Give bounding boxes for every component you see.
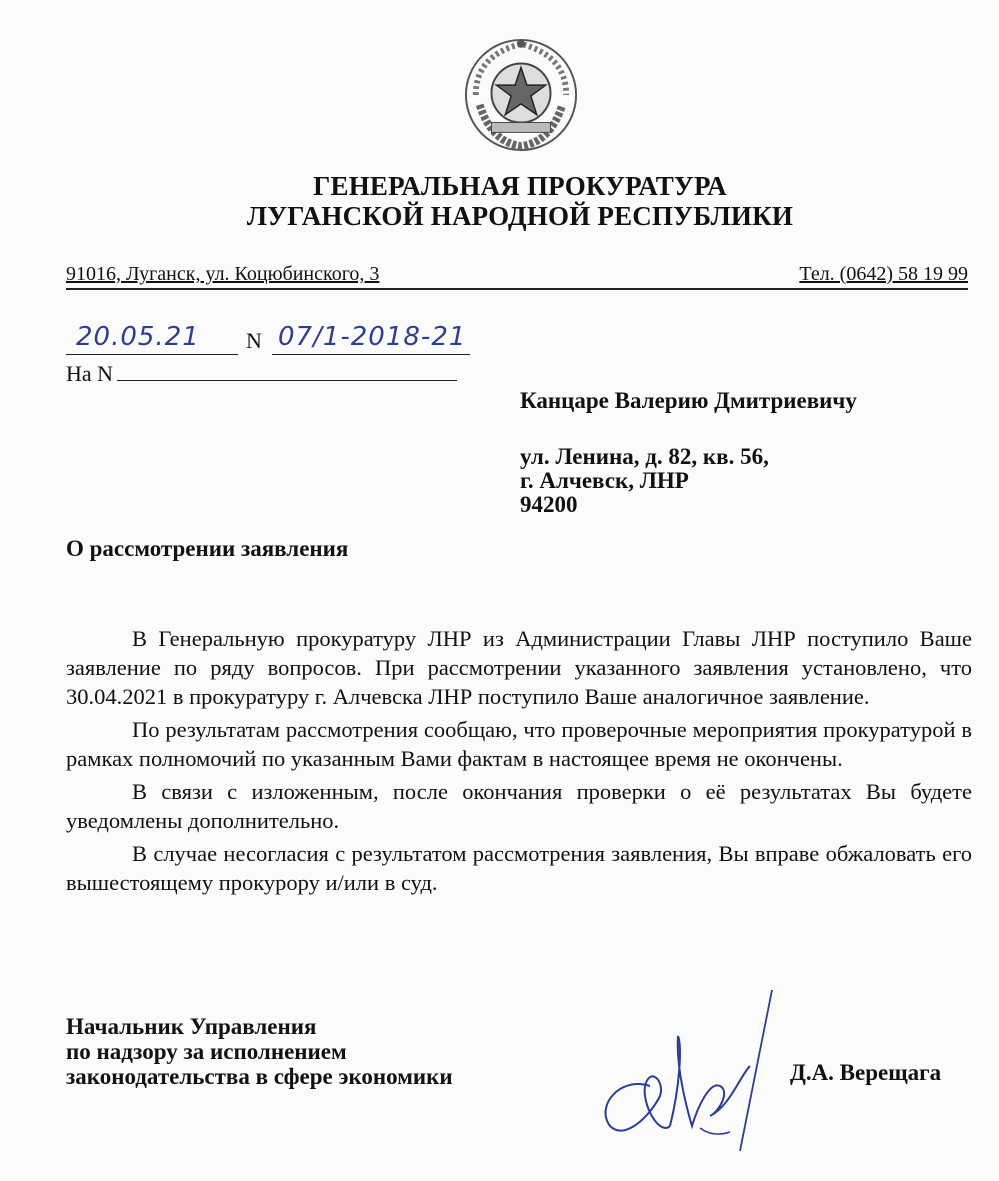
letter-subject: О рассмотрении заявления — [66, 536, 349, 561]
signer-name: Д.А. Верещага — [790, 1060, 942, 1085]
org-phone: Тел. (0642) 58 19 99 — [799, 263, 968, 285]
recipient-address — [520, 445, 857, 517]
body-paragraph-3: В связи с изложенным, после окончания проверки о её результатах Вы будете уведомлены дополнительно. — [66, 779, 972, 833]
recipient-street: ул. Ленина, д. 82, кв. 56, — [520, 444, 769, 469]
reg-number: 07/1-2018-21 — [278, 322, 467, 352]
ref-blank-line — [117, 360, 457, 381]
reg-date-field — [66, 322, 238, 355]
handwritten-signature — [590, 986, 780, 1156]
signatory-line-2: по надзору за исполнением — [66, 1039, 347, 1064]
reference-row — [66, 360, 457, 387]
body-paragraph-1: В Генеральную прокуратуру ЛНР из Администрации Главы ЛНР поступило Ваше заявление по ряду вопросов. При рассмотрении указанного заявления установлено, что 30.04.2021 в прокуратуру г. Алчевска ЛНР поступило Ваше аналогичное заявление. — [66, 626, 972, 709]
reg-date: 20.05.21 — [76, 322, 200, 352]
org-address: 91016, Луганск, ул. Коцюбинского, 3 — [66, 263, 380, 285]
letter-body — [66, 624, 972, 901]
signatory-line-3: законодательства в сфере экономики — [66, 1064, 453, 1089]
recipient-postcode: 94200 — [520, 492, 578, 517]
ref-label: На N — [66, 361, 114, 386]
recipient-city: г. Алчевск, ЛНР — [520, 468, 689, 493]
state-emblem-icon — [462, 36, 580, 154]
recipient-block — [520, 387, 857, 517]
letterhead-contacts — [66, 262, 968, 290]
reg-n-label: N — [246, 328, 262, 353]
signatory-title — [66, 1014, 453, 1089]
body-paragraph-4: В случае несогласия с результатом рассмотрения заявления, Вы вправе обжаловать его вышестоящему прокурору и/или в суд. — [66, 841, 972, 895]
signatory-line-1: Начальник Управления — [66, 1014, 317, 1039]
org-title-line1: ГЕНЕРАЛЬНАЯ ПРОКУРАТУРА — [313, 171, 727, 201]
reg-number-field — [272, 322, 470, 355]
recipient-name: Канцаре Валерию Дмитриевичу — [520, 388, 857, 413]
org-title-line2: ЛУГАНСКОЙ НАРОДНОЙ РЕСПУБЛИКИ — [246, 201, 794, 231]
body-paragraph-2: По результатам рассмотрения сообщаю, что проверочные мероприятия прокуратурой в рамках полномочий по указанным Вами фактам в настоящее время не окончены. — [66, 717, 972, 771]
